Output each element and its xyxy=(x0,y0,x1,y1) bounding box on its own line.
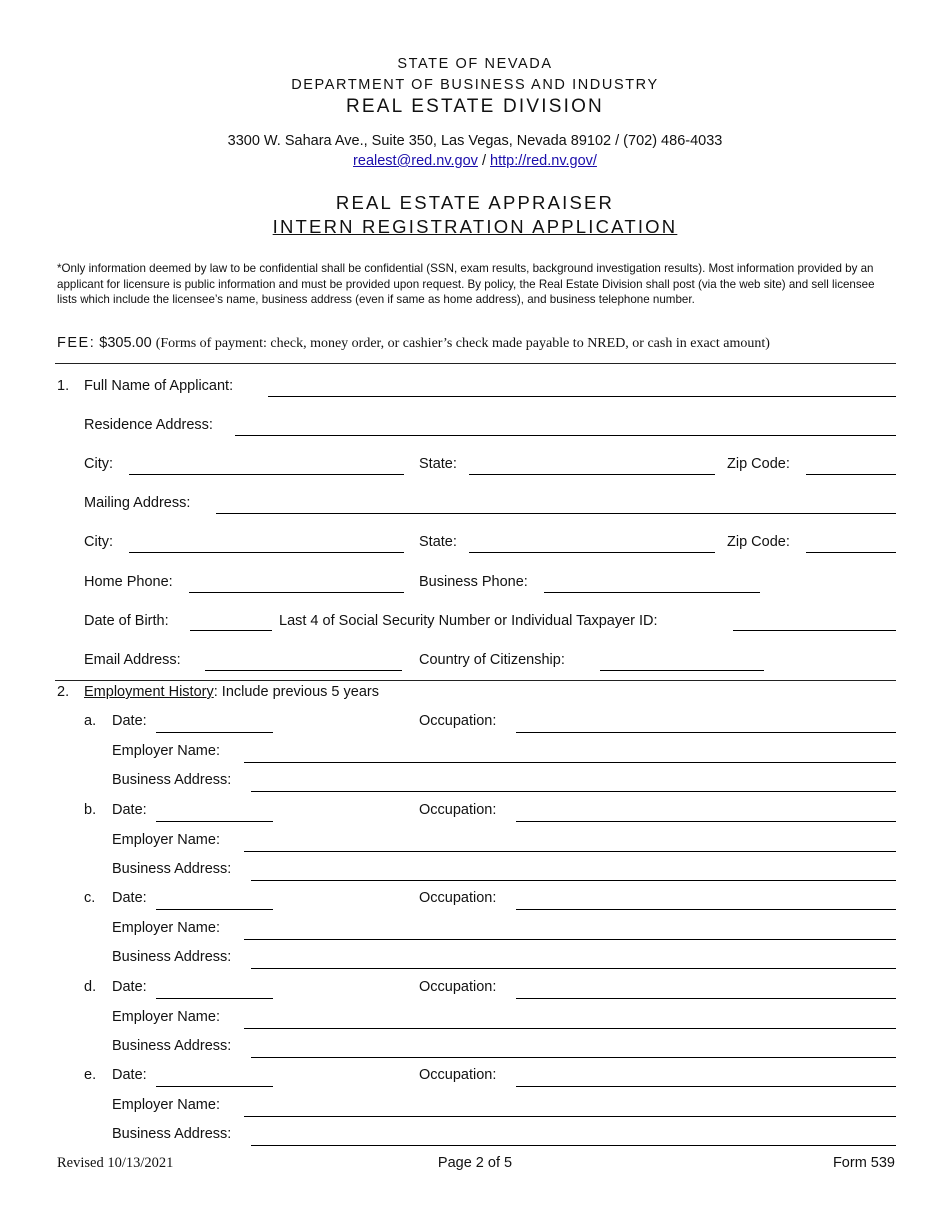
dob-field[interactable] xyxy=(190,630,272,631)
entry-4-employer-field[interactable] xyxy=(244,1028,896,1029)
mailing-address-field[interactable] xyxy=(216,513,896,514)
residence-city-label: City: xyxy=(84,456,113,472)
mailing-state-label: State: xyxy=(419,534,457,550)
entry-5-employer-field[interactable] xyxy=(244,1116,896,1117)
entry-1-letter: a. xyxy=(84,713,97,729)
entry-3-date-label: Date: xyxy=(112,890,147,906)
residence-address-field[interactable] xyxy=(235,435,896,436)
business-phone-label: Business Phone: xyxy=(419,574,528,590)
fee-line xyxy=(57,335,770,352)
entry-3-letter: c. xyxy=(84,890,96,906)
mailing-city-field[interactable] xyxy=(129,552,404,553)
entry-2-occupation-field[interactable] xyxy=(516,821,896,822)
full-name-label: Full Name of Applicant: xyxy=(84,378,234,394)
fee-amount: $305.00 xyxy=(99,335,152,351)
citizenship-label: Country of Citizenship: xyxy=(419,652,565,668)
section1-number: 1. xyxy=(57,378,70,394)
residence-zip-label: Zip Code: xyxy=(727,456,790,472)
mailing-zip-field[interactable] xyxy=(806,552,896,553)
employment-history-title: Employment History xyxy=(84,684,214,700)
entry-2-business-address-label: Business Address: xyxy=(112,861,232,877)
entry-3-employer-field[interactable] xyxy=(244,939,896,940)
entry-4-occupation-field[interactable] xyxy=(516,998,896,999)
entry-5-business-address-field[interactable] xyxy=(251,1145,896,1146)
entry-4-employer-label: Employer Name: xyxy=(112,1009,220,1025)
entry-4-letter: d. xyxy=(84,979,97,995)
entry-3-occupation-label: Occupation: xyxy=(419,890,497,906)
ssn-field[interactable] xyxy=(733,630,896,631)
email-field[interactable] xyxy=(205,670,402,671)
residence-city-field[interactable] xyxy=(129,474,404,475)
entry-2-date-label: Date: xyxy=(112,802,147,818)
entry-2-occupation-label: Occupation: xyxy=(419,802,497,818)
section2-number: 2. xyxy=(57,684,70,700)
full-name-field[interactable] xyxy=(268,396,896,397)
page-number: Page 2 of 5 xyxy=(437,1155,513,1171)
mailing-state-field[interactable] xyxy=(469,552,715,553)
entry-1-occupation-field[interactable] xyxy=(516,732,896,733)
entry-1-business-address-field[interactable] xyxy=(251,791,896,792)
entry-1-business-address-label: Business Address: xyxy=(112,772,232,788)
section-divider-2 xyxy=(55,680,896,681)
home-phone-label: Home Phone: xyxy=(84,574,173,590)
residence-zip-field[interactable] xyxy=(806,474,896,475)
dob-label: Date of Birth: xyxy=(84,613,169,629)
employment-history-subtitle: : Include previous 5 years xyxy=(213,684,379,700)
entry-1-date-label: Date: xyxy=(112,713,147,729)
entry-2-employer-label: Employer Name: xyxy=(112,832,220,848)
residence-address-label: Residence Address: xyxy=(84,417,213,433)
link-separator: / xyxy=(477,153,491,169)
entry-1-employer-field[interactable] xyxy=(244,762,896,763)
mailing-zip-label: Zip Code: xyxy=(727,534,790,550)
entry-2-business-address-field[interactable] xyxy=(251,880,896,881)
email-label: Email Address: xyxy=(84,652,181,668)
entry-3-employer-label: Employer Name: xyxy=(112,920,220,936)
entry-4-occupation-label: Occupation: xyxy=(419,979,497,995)
residence-state-label: State: xyxy=(419,456,457,472)
citizenship-field[interactable] xyxy=(600,670,764,671)
entry-5-letter: e. xyxy=(84,1067,97,1083)
mailing-address-label: Mailing Address: xyxy=(84,495,191,511)
entry-2-employer-field[interactable] xyxy=(244,851,896,852)
fee-payment-note: (Forms of payment: check, money order, or cashier’s check made payable to NRED, or cash in exact amount) xyxy=(155,336,770,351)
entry-5-date-field[interactable] xyxy=(156,1086,273,1087)
home-phone-field[interactable] xyxy=(189,592,404,593)
entry-5-occupation-field[interactable] xyxy=(516,1086,896,1087)
entry-4-business-address-field[interactable] xyxy=(251,1057,896,1058)
entry-3-date-field[interactable] xyxy=(156,909,273,910)
entry-3-occupation-field[interactable] xyxy=(516,909,896,910)
form-title-line2: INTERN REGISTRATION APPLICATION xyxy=(272,216,678,237)
entry-1-employer-label: Employer Name: xyxy=(112,743,220,759)
mailing-city-label: City: xyxy=(84,534,113,550)
entry-4-date-label: Date: xyxy=(112,979,147,995)
entry-1-occupation-label: Occupation: xyxy=(419,713,497,729)
entry-2-letter: b. xyxy=(84,802,97,818)
entry-5-employer-label: Employer Name: xyxy=(112,1097,220,1113)
ssn-label: Last 4 of Social Security Number or Individual Taxpayer ID: xyxy=(279,613,658,629)
fee-label: FEE: xyxy=(57,335,96,351)
website-link[interactable]: http://red.nv.gov/ xyxy=(490,153,597,169)
form-number: Form 539 xyxy=(832,1155,895,1171)
section-divider-top xyxy=(55,363,896,364)
entry-1-date-field[interactable] xyxy=(156,732,273,733)
email-link[interactable]: realest@red.nv.gov xyxy=(353,153,478,169)
residence-state-field[interactable] xyxy=(469,474,715,475)
confidentiality-notice: *Only information deemed by law to be confidential shall be confidential (SSN, exam results, background investigation results). Most information provided by an applicant for licensure is public information and must be provided upon request. By policy, the Real Estate Division shall post (via the web site) and sell licensee lists which include the licensee’s name, business address (even if same as home address), and business telephone number. xyxy=(57,262,875,306)
state-heading: STATE OF NEVADA xyxy=(397,56,553,72)
entry-5-occupation-label: Occupation: xyxy=(419,1067,497,1083)
entry-5-business-address-label: Business Address: xyxy=(112,1126,232,1142)
employment-history-heading xyxy=(84,683,379,701)
division-address: 3300 W. Sahara Ave., Suite 350, Las Vegas, Nevada 89102 / (702) 486-4033 xyxy=(227,133,723,149)
department-heading: DEPARTMENT OF BUSINESS AND INDUSTRY xyxy=(291,77,659,93)
form-title-line1: REAL ESTATE APPRAISER xyxy=(335,192,615,213)
entry-4-business-address-label: Business Address: xyxy=(112,1038,232,1054)
entry-5-date-label: Date: xyxy=(112,1067,147,1083)
entry-3-business-address-field[interactable] xyxy=(251,968,896,969)
revision-date: Revised 10/13/2021 xyxy=(57,1155,174,1171)
contact-links xyxy=(0,153,950,169)
entry-2-date-field[interactable] xyxy=(156,821,273,822)
entry-4-date-field[interactable] xyxy=(156,998,273,999)
business-phone-field[interactable] xyxy=(544,592,760,593)
division-heading: REAL ESTATE DIVISION xyxy=(346,96,604,117)
entry-3-business-address-label: Business Address: xyxy=(112,949,232,965)
